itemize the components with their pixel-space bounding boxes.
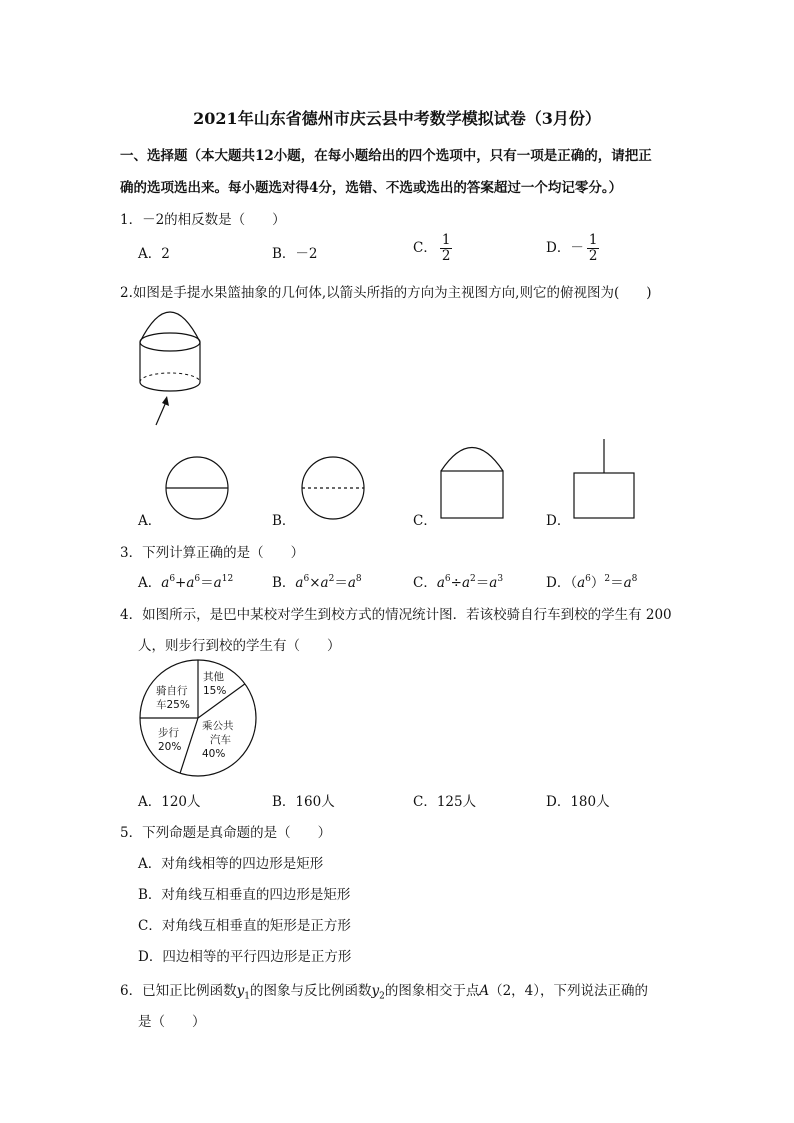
q4-stem-line2: 人，则步行到校的学生有（ ） <box>138 638 341 654</box>
q2-option-d-figure <box>573 437 637 521</box>
q2-option-b-label: B． <box>272 513 296 529</box>
q1-stem: 1．－2的相反数是（ ） <box>120 212 286 228</box>
q2-stem: 2.如图是手提水果篮抽象的几何体,以箭头所指的方向为主视图方向,则它的俯视图为( ) <box>120 285 652 301</box>
fraction-numerator: 1 <box>588 232 598 248</box>
q3-option-b: B．$a^6\times a^2=a^8$ <box>272 574 362 591</box>
q6-text-part1: 6．已知正比例函数 <box>120 983 237 999</box>
transport-pie-chart <box>136 656 260 780</box>
q5-option-a: A．对角线相等的四边形是矩形 <box>138 856 324 872</box>
q2-option-a-figure <box>164 455 230 521</box>
q3-option-d-label: D． <box>546 575 571 591</box>
q3-option-a: A．$a^6+a^6=a^{12}$ <box>138 574 234 591</box>
pie-label-walk-pct: 20% <box>158 741 182 753</box>
q2-option-b-figure <box>300 455 366 521</box>
pie-label-bike-name: 骑自行 <box>156 685 188 697</box>
page-title: 2021年山东省德州市庆云县中考数学模拟试卷（3月份） <box>193 109 601 128</box>
q6-text-part2: 的图象与反比例函数 <box>249 983 372 999</box>
q1-option-d-fraction <box>587 233 600 264</box>
q6-text-part3: 的图象相交于点 <box>384 983 480 999</box>
rectangle-body <box>574 473 634 518</box>
fruit-basket-solid-figure <box>130 300 220 430</box>
view-direction-arrow-shaft <box>156 402 166 425</box>
q1-option-d <box>546 233 599 264</box>
q4-option-b: B．160人 <box>272 794 335 810</box>
q2-option-a-label: A． <box>138 513 162 529</box>
pie-label-other-pct: 15% <box>203 685 227 697</box>
q6-point-label: A <box>479 983 490 999</box>
fraction-denominator: 2 <box>588 247 598 264</box>
q6-sub1: 1 <box>244 991 250 1002</box>
q3-option-a-label: A． <box>138 575 162 591</box>
q4-option-a: A．120人 <box>138 794 201 810</box>
q5-option-d: D．四边相等的平行四边形是正方形 <box>138 949 352 965</box>
pie-slice-boundary-2 <box>180 718 198 773</box>
basket-handle-arc <box>140 312 200 342</box>
q2-option-c-figure <box>440 438 504 520</box>
q6-var-y1: y <box>236 983 245 999</box>
q2-option-d-label: D． <box>546 513 571 529</box>
pie-label-bus-name: 乘公共 <box>202 720 234 732</box>
fraction-denominator: 2 <box>441 247 451 264</box>
section-header-line1: 一、选择题（本大题共12小题，在每小题给出的四个选项中，只有一项是正确的，请把正 <box>120 148 652 164</box>
q5-option-b: B．对角线互相垂直的四边形是矩形 <box>138 887 351 903</box>
rectangle-body <box>441 471 503 518</box>
q3-stem: 3．下列计算正确的是（ ） <box>120 545 305 561</box>
q4-option-d: D．180人 <box>546 794 610 810</box>
fraction-numerator: 1 <box>441 232 451 248</box>
cylinder-top-ellipse <box>140 333 200 351</box>
q3-option-c: C．$a^6\div a^2=a^3$ <box>413 574 504 591</box>
q1-option-c <box>413 233 452 264</box>
cylinder-bottom-hidden-arc <box>140 373 200 382</box>
q1-option-c-label: C． <box>413 239 437 256</box>
q6-stem-line1 <box>120 979 648 1002</box>
q3-option-d: D．$(a^6)^2=a^8$ <box>546 574 638 591</box>
q5-stem: 5．下列命题是真命题的是（ ） <box>120 825 332 841</box>
q3-option-b-label: B． <box>272 575 296 591</box>
q1-option-a: A．2 <box>138 246 170 262</box>
section-header-line2: 确的选项选出来。每小题选对得4分，选错、不选或选出的答案超过一个均记零分。） <box>120 180 623 196</box>
cylinder-bottom-front-arc <box>140 382 200 391</box>
pie-label-other-name: 其他 <box>203 671 224 683</box>
q6-sub2: 2 <box>379 991 385 1002</box>
q1-option-c-fraction <box>440 233 453 264</box>
q4-option-c: C．125人 <box>413 794 477 810</box>
q2-option-c-label: C． <box>413 513 437 529</box>
pie-label-bus-pct: 40% <box>202 748 226 760</box>
q1-option-b: B．－2 <box>272 246 318 262</box>
view-direction-arrow-head <box>162 396 169 406</box>
q1-option-d-label: D．－ <box>546 239 584 256</box>
pie-label-bike-pct: 车25% <box>156 699 190 711</box>
q6-stem-line2: 是（ ） <box>138 1014 206 1030</box>
q6-text-part4: （2，4），下列说法正确的 <box>489 983 649 999</box>
q5-option-c: C．对角线互相垂直的矩形是正方形 <box>138 918 351 934</box>
pie-label-bus-name2: 汽车 <box>210 734 231 746</box>
pie-slice-boundaries <box>140 660 245 773</box>
q3-option-c-label: C． <box>413 575 437 591</box>
pie-label-walk-name: 步行 <box>158 727 179 739</box>
q4-stem-line1: 4．如图所示，是巴中某校对学生到校方式的情况统计图．若该校骑自行车到校的学生有 200 <box>120 607 672 623</box>
arc-top <box>441 448 503 472</box>
q6-var-y2: y <box>371 983 380 999</box>
